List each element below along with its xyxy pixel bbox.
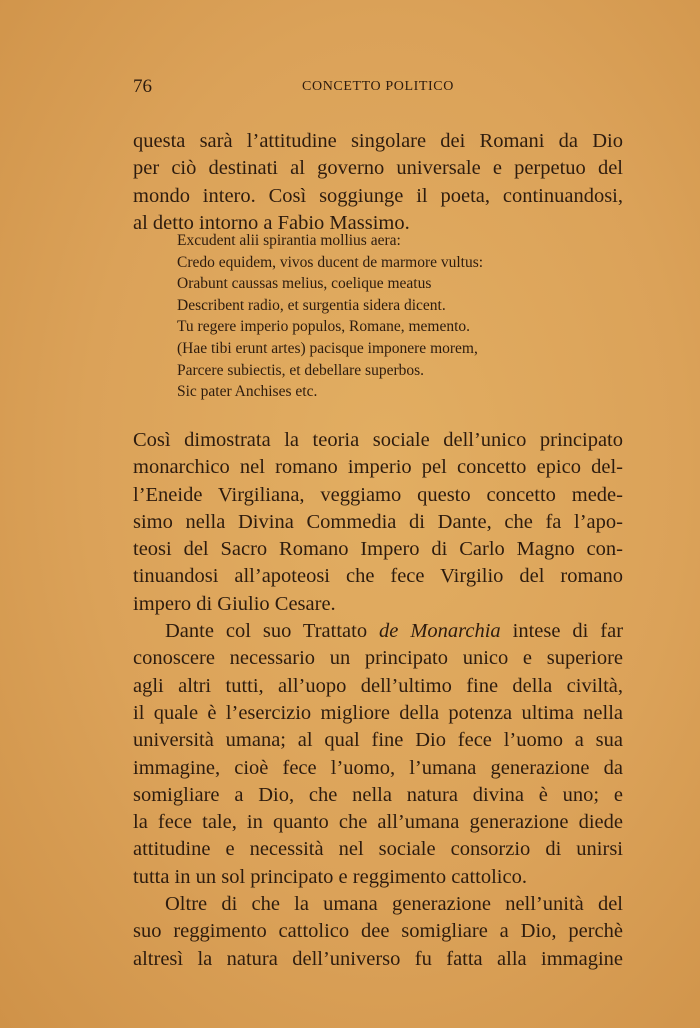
text-line: altresì la natura dell’universo fu fatta alla immagine [133, 947, 623, 970]
text-line: somigliare a Dio, che nella natura divina è uno; e [133, 783, 623, 806]
verse-line: Orabunt caussas melius, coelique meatus [177, 275, 432, 293]
text-line: attitudine e necessità nel sociale consorzio di unirsi [133, 838, 623, 861]
text-line: università umana; al qual fine Dio fece l’uomo a sua [133, 729, 623, 752]
text-line: la fece tale, in quanto che all’umana generazione diede [133, 811, 623, 834]
text-run: intese di far [512, 620, 624, 643]
text-line: suo reggimento cattolico dee somigliare a Dio, perchè [133, 920, 623, 943]
verse-line: Parcere subiectis, et debellare superbos. [177, 361, 425, 379]
text-line: conoscere necessario un principato unico e superiore [133, 647, 623, 670]
text-run: Dante col suo Trattato [165, 620, 368, 643]
text-line: il quale è l’esercizio migliore della potenza ultima nella [133, 701, 623, 724]
paragraph-2 [133, 427, 623, 973]
running-title: CONCETTO POLITICO [302, 79, 454, 94]
verse-line: Excudent alii spirantia mollius aera: [177, 232, 401, 249]
italic-title: de Monarchia [379, 620, 501, 643]
text-line: tutta in un sol principato e reggimento cattolico. [133, 865, 527, 888]
text-line: monarchico nel romano imperio pel concetto epico del- [133, 456, 623, 479]
verse-line: Tu regere imperio populos, Romane, memento. [177, 318, 471, 336]
text-line: Così dimostrata la teoria sociale dell’unico principato [133, 429, 623, 451]
text-line: agli altri tutti, all’uopo dell’ultimo fine della civiltà, [133, 674, 623, 697]
verse-line: Describent radio, et surgentia sidera dicent. [177, 296, 446, 314]
text-line: al detto intorno a Fabio Massimo. [133, 211, 410, 234]
text-line: tinuandosi all’apoteosi che fece Virgilio del romano [133, 565, 623, 588]
text-line: mondo intero. Così soggiunge il poeta, continuandosi, [133, 184, 623, 207]
text-line: immagine, cioè fece l’uomo, l’umana generazione da [133, 756, 623, 779]
latin-quotation [177, 230, 483, 403]
verse-line: Sic pater Anchises etc. [177, 383, 318, 401]
text-line [133, 618, 623, 645]
page-number: 76 [133, 76, 152, 97]
running-header [133, 76, 623, 96]
text-line: simo nella Divina Commedia di Dante, che fa l’apo- [133, 510, 623, 533]
verse-line: Credo equidem, vivos ducent de marmore vultus: [177, 253, 484, 271]
text-line: questa sarà l’attitudine singolare dei Romani da Dio [133, 130, 623, 152]
paragraph-1 [133, 128, 623, 237]
text-line: impero di Giulio Cesare. [133, 592, 336, 615]
text-line: teosi del Sacro Romano Impero di Carlo Magno con- [133, 538, 623, 561]
text-line: Oltre di che la umana generazione nell’unità del [165, 893, 623, 916]
text-line: per ciò destinati al governo universale e perpetuo del [133, 157, 623, 180]
verse-line: (Hae tibi erunt artes) pacisque imponere morem, [177, 339, 478, 357]
text-line: l’Eneide Virgiliana, veggiamo questo concetto mede- [133, 483, 623, 506]
